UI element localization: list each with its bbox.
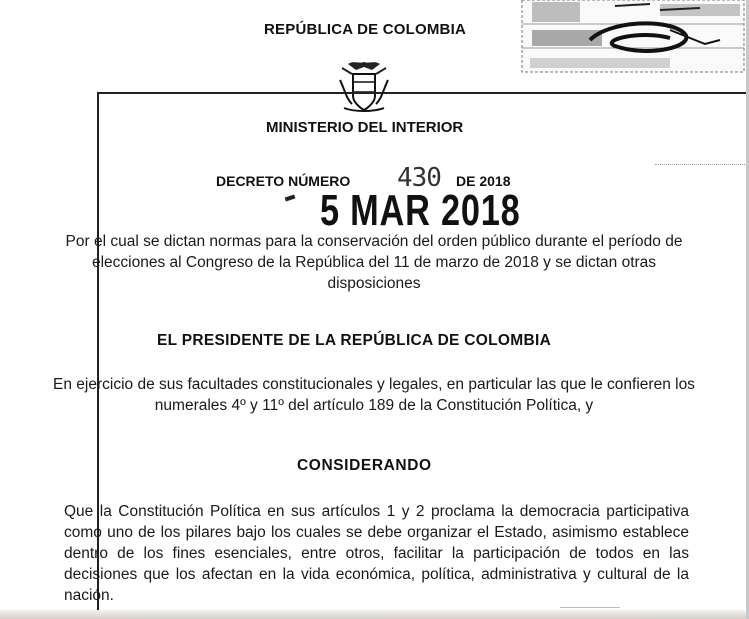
faint-rule — [655, 164, 745, 166]
date-stamp: 5 MAR 2018 — [320, 186, 521, 235]
approval-stamp — [520, 0, 746, 76]
country-heading: REPÚBLICA DE COLOMBIA — [264, 21, 466, 38]
coat-of-arms-icon — [336, 58, 392, 114]
page-bottom-edge — [0, 610, 749, 619]
considering-paragraph: Que la Constitución Política en sus artículos 1 y 2 proclama la democracia participativa como uno de los pilares bajo los cuales se debe organizar el Estado, asimismo establece dentro de los fines esenciales, entre otros, facilitar la participación de todos en las decisiones que los afectan en la vida económica, política, administrativa y cultural de la nación. — [64, 503, 689, 604]
frame-top-border — [97, 92, 749, 94]
powers-paragraph: En ejercicio de sus facultades constitucionales y legales, en particular las que le confieren los numerales 4º y 11º del artículo 189 de la Constitución Política, y — [53, 376, 695, 414]
decree-subject: Por el cual se dictan normas para la conservación del orden público durante el período de elecciones al Congreso de la República del 11 de marzo de 2018 y se dictan otras disposiciones — [65, 233, 683, 292]
president-heading: EL PRESIDENTE DE LA REPÚBLICA DE COLOMBIA — [157, 332, 552, 349]
decree-label: DECRETO NÚMERO — [216, 173, 351, 189]
stamp-mark — [285, 195, 296, 202]
considering-heading: CONSIDERANDO — [297, 457, 432, 474]
scan-artifact — [560, 607, 620, 608]
ministry-heading: MINISTERIO DEL INTERIOR — [266, 119, 464, 136]
decree-number: 430 — [397, 163, 441, 193]
decree-year: DE 2018 — [456, 173, 511, 189]
